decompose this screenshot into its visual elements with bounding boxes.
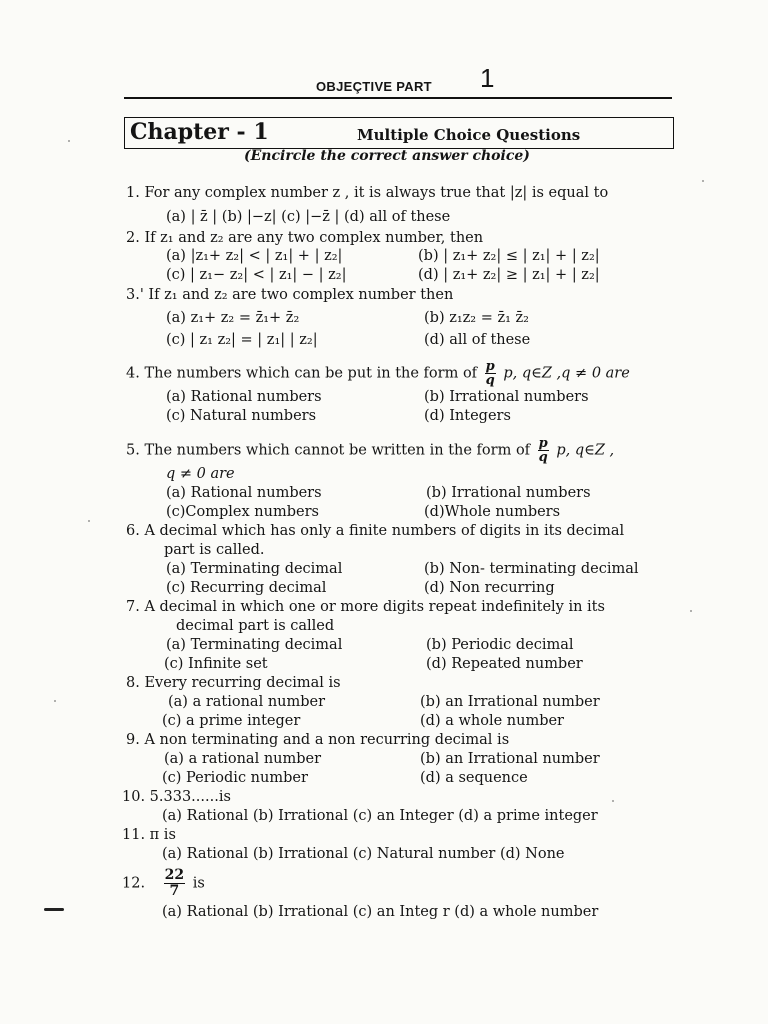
fraction-denominator: q [485, 373, 495, 388]
fraction-numerator: p [538, 436, 548, 451]
question-8-option-a: (a) a rational number [168, 694, 326, 710]
header-title: OBJEÇTIVE PART [316, 79, 432, 94]
fraction-p-over-q [538, 437, 549, 464]
question-5-text: 5. The numbers which cannot be written in the form of [126, 442, 531, 459]
question-7-option-b: (b) Periodic decimal [426, 637, 574, 653]
question-8-option-d: (d) a whole number [420, 713, 564, 729]
scan-speck [612, 800, 614, 802]
question-2: 2. If z₁ and z₂ are any two complex number, then [126, 230, 484, 246]
question-3-option-b: (b) z₁z₂ = z̄₁ z̄₂ [424, 310, 529, 326]
question-6-option-a: (a) Terminating decimal [166, 561, 343, 577]
chapter-title: Chapter - 1 [130, 119, 269, 145]
scan-speck [54, 700, 56, 702]
scan-speck [88, 520, 90, 522]
question-5-continued: q ≠ 0 are [166, 466, 235, 482]
question-12-options: (a) Rational (b) Irrational (c) an Integ r (d) a whole number [162, 904, 599, 920]
question-6: 6. A decimal which has only a finite numbers of digits in its decimal [126, 523, 625, 539]
page-header [124, 63, 672, 99]
scan-speck [68, 140, 70, 142]
question-9-option-c: (c) Periodic number [162, 770, 308, 786]
question-7-option-d: (d) Repeated number [426, 656, 583, 672]
question-4-option-b: (b) Irrational numbers [424, 389, 589, 405]
fraction-numerator: p [485, 359, 495, 374]
fraction-22-over-7 [164, 868, 185, 899]
question-4-option-d: (d) Integers [424, 408, 511, 424]
question-4 [126, 360, 630, 387]
question-2-option-b: (b) | z₁+ z₂| ≤ | z₁| + | z₂| [418, 248, 600, 264]
question-4-option-a: (a) Rational numbers [166, 389, 322, 405]
question-5-option-b: (b) Irrational numbers [426, 485, 591, 501]
chapter-subtitle: Multiple Choice Questions [357, 126, 581, 144]
question-6-option-c: (c) Recurring decimal [166, 580, 327, 596]
fraction-denominator: q [538, 450, 548, 465]
question-9-option-d: (d) a sequence [420, 770, 528, 786]
fraction-p-over-q [485, 360, 496, 387]
scan-mark [44, 908, 64, 911]
question-11-options: (a) Rational (b) Irrational (c) Natural number (d) None [162, 846, 565, 862]
question-8: 8. Every recurring decimal is [126, 675, 341, 691]
question-6-option-d: (d) Non recurring [424, 580, 555, 596]
question-2-option-c: (c) | z₁− z₂| < | z₁| − | z₂| [166, 267, 347, 283]
question-5-condition: p, q∈Z , [556, 442, 615, 459]
question-12-number: 12. [122, 875, 146, 892]
question-7-option-a: (a) Terminating decimal [166, 637, 343, 653]
question-6-option-b: (b) Non- terminating decimal [424, 561, 639, 577]
scan-speck [690, 610, 692, 612]
question-5 [126, 437, 614, 464]
question-2-option-d: (d) | z₁+ z₂| ≥ | z₁| + | z₂| [418, 267, 600, 283]
question-8-option-c: (c) a prime integer [162, 713, 301, 729]
question-4-option-c: (c) Natural numbers [166, 408, 317, 424]
question-5-option-d: (d)Whole numbers [424, 504, 561, 520]
question-2-option-a: (a) |z₁+ z₂| < | z₁| + | z₂| [166, 248, 343, 264]
question-6-continued: part is called. [164, 542, 265, 558]
question-5-option-c: (c)Complex numbers [166, 504, 319, 520]
question-12-is: is [192, 875, 205, 892]
question-3-option-a: (a) z₁+ z₂ = z̄₁+ z̄₂ [166, 310, 300, 326]
question-5-option-a: (a) Rational numbers [166, 485, 322, 501]
question-9-option-b: (b) an Irrational number [420, 751, 600, 767]
question-1: 1. For any complex number z , it is always true that |z| is equal to [126, 185, 609, 201]
question-4-text: 4. The numbers which can be put in the form of [126, 365, 478, 382]
question-1-options: (a) | z̄ | (b) |−z| (c) |−z̄ | (d) all of these [166, 209, 451, 225]
question-3-option-c: (c) | z₁ z₂| = | z₁| | z₂| [166, 332, 318, 348]
question-9: 9. A non terminating and a non recurring decimal is [126, 732, 510, 748]
page-number: 1 [480, 63, 495, 93]
question-7-continued: decimal part is called [176, 618, 335, 634]
scan-speck [702, 180, 704, 182]
fraction-numerator: 22 [164, 867, 185, 883]
question-3: 3.' If z₁ and z₂ are two complex number then [126, 287, 454, 303]
question-8-option-b: (b) an Irrational number [420, 694, 600, 710]
question-7-option-c: (c) Infinite set [164, 656, 268, 672]
question-7: 7. A decimal in which one or more digits repeat indefinitely in its [126, 599, 605, 615]
question-12 [122, 868, 205, 899]
question-11: 11. π is [122, 827, 176, 843]
question-10: 10. 5.333......is [122, 789, 231, 805]
question-10-options: (a) Rational (b) Irrational (c) an Integer (d) a prime integer [162, 808, 598, 824]
chapter-box [124, 117, 674, 149]
question-4-condition: p, q∈Z ,q ≠ 0 are [503, 365, 630, 382]
instruction: (Encircle the correct answer choice) [244, 148, 530, 164]
question-9-option-a: (a) a rational number [164, 751, 322, 767]
question-3-option-d: (d) all of these [424, 332, 531, 348]
fraction-denominator: 7 [169, 883, 180, 899]
